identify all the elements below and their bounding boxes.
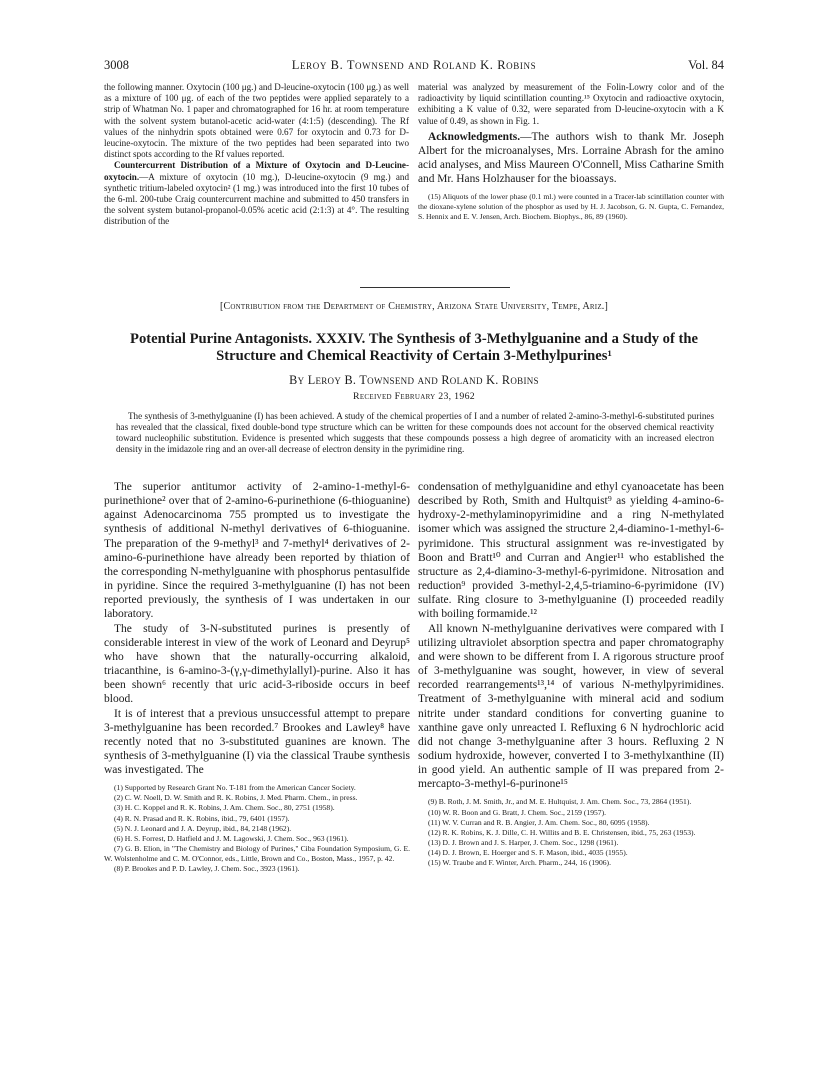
preceding-article-right-column [418,82,724,222]
footnote: (14) D. J. Brown, E. Hoerger and S. F. Mason, ibid., 4035 (1955). [428,847,628,857]
acknowledgments-paragraph [418,130,724,187]
body-paragraph: It is of interest that a previous unsuccessful attempt to prepare 3-methylguanine has been recorded.⁷ Brookes and Lawley⁸ have recently noted that no 3-substituted guanines are known. The synthesis of 3-methylguanine (I) via the classical Traube synthesis was investigated. The [104,707,410,777]
body-left-column [104,480,410,874]
footnote: (15) Aliquots of the lower phase (0.1 ml.) were counted in a Tracer-lab scintillation counter with the dioxane-xylene solution of the phosphor as used by H. J. Jacobson, G. N. Gupta, C. Fernandez, S. Hennix and E. V. Jensen, Arch. Biochem. Biophys., 86, 89 (1960). [418,191,724,221]
footnote: (5) N. J. Leonard and J. A. Deyrup, ibid., 84, 2148 (1962). [114,823,292,833]
footnote: (6) H. S. Forrest, D. Hatfield and J. M. Lagowski, J. Chem. Soc., 963 (1961). [114,833,349,843]
footnote: (11) W. V. Curran and R. B. Angier, J. Am. Chem. Soc., 80, 6095 (1958). [428,817,650,827]
preceding-paragraph: material was analyzed by measurement of the Folin-Lowry color and of the radioactivity by liquid scintillation counting.¹⁵ Oxytocin and radioactive oxytocin, exhibiting a K value of 0.32, were separated from D-leucine-oxytocin with a K value of 0.49, as shown in Fig. 1. [418,82,724,126]
body-paragraph: The superior antitumor activity of 2-amino-1-methyl-6-purinethione² over that of 2-amino-6-purinethione (6-thioguanine) against Adenocarcinoma 755 prompted us to investigate the synthesis of additional N-methyl derivatives of 6-thioguanine. The preparation of the 9-methyl³ and 7-methyl⁴ derivatives of 2-amino-6-purinethione have already been reported by thiation of the corresponding N-methylguanine with phosphorus pentasulfide in pyridine. Since the required 3-methylguanine (I) has not been reported previously, the synthesis of I was undertaken in our laboratory. [104,481,410,621]
footnotes-left [104,783,410,874]
article-authors: By Leroy B. Townsend and Roland K. Robins [289,373,539,387]
footnotes-right [418,797,724,868]
footnote: (1) Supported by Research Grant No. T-181 from the American Cancer Society. [114,783,356,793]
footnote: (2) C. W. Noell, D. W. Smith and R. K. Robins, J. Med. Pharm. Chem., in press. [114,793,358,803]
footnote: (15) W. Traube and F. Winter, Arch. Pharm., 244, 16 (1906). [428,858,611,867]
article-title: Potential Purine Antagonists. XXXIV. The Synthesis of 3-Methylguanine and a Study of the Structure and Chemical Reactivity of Certain 3-Methylpurines¹ [130,331,698,364]
contribution-line: [Contribution from the Department of Chemistry, Arizona State University, Tempe, Ariz.] [219,301,609,312]
footnote: (12) R. K. Robins, K. J. Dille, C. H. Willits and B. E. Christensen, ibid., 75, 263 (1953). [428,827,696,837]
volume-number: Vol. 84 [688,58,724,72]
running-title: Leroy B. Townsend and Roland K. Robins [291,58,537,72]
footnote: (9) B. Roth, J. M. Smith, Jr., and M. E. Hultquist, J. Am. Chem. Soc., 73, 2864 (1951). [428,797,692,807]
preceding-article-left-column [104,82,409,228]
footnote: (4) R. N. Prasad and R. K. Robins, ibid., 79, 6401 (1957). [114,813,290,823]
countercurrent-paragraph [104,160,409,227]
running-head [104,58,724,74]
footnote: (10) W. R. Boon and G. Bratt, J. Chem. Soc., 2159 (1957). [428,807,607,817]
section-heading: Acknowledgments. [428,130,521,143]
footnote: (13) D. J. Brown and J. S. Harper, J. Chem. Soc., 1298 (1961). [428,837,619,847]
abstract: The synthesis of 3-methylguanine (I) has been achieved. A study of the chemical properties of I and a number of related 2-amino-3-methyl-6-substituted purines has revealed that the classical, fixed double-bond type structure which can be written for these compounds does not account for the observed chemical reactivity toward nucleophilic substitution. Evidence is presented which suggests that these compounds possess a high degree of aromaticity with an increased electron density in the imidazole ring and an over-all decrease of electron density in the pyrimidine ring. [116,411,714,455]
body-paragraph: condensation of methylguanidine and ethyl cyanoacetate has been described by Roth, Smith and Hultquist⁹ as yielding 4-amino-6-hydroxy-2-methylaminopyrimidine and a ring N-methylated isomer which was assigned the structure 2,4-diamino-1-methyl-6-pyrimidone. This structural assignment was re-investigated by Boon and Bratt¹⁰ and Curran and Angier¹¹ who established the structure as 2,4-diamino-3-methyl-6-pyrimidone. Nitrosation and reduction⁹ provided 3-methyl-2,4,5-triamino-6-pyrimidone (IV) sulfate. Ring closure to 3-methylguanine (I) proceeded readily with boiling formamide.¹² [418,481,724,621]
received-date: Received February 23, 1962 [353,391,475,402]
footnote: (8) P. Brookes and P. D. Lawley, J. Chem. Soc., 3923 (1961). [114,864,300,874]
section-heading: Countercurrent Distribution of a Mixture of Oxytocin and D-Leucine-oxytocin. [104,160,409,182]
body-paragraph: The study of 3-N-substituted purines is presently of considerable interest in view of the work of Leonard and Deyrup⁵ who have shown that the naturally-occurring alkaloid, triacanthine, is 6-amino-3-(γ,γ-dimethylallyl)-purine. Also it has been shown⁶ recently that uric acid-3-riboside occurs in beef blood. [104,622,410,706]
footnote: (3) H. C. Koppel and R. K. Robins, J. Am. Chem. Soc., 80, 2751 (1958). [114,803,335,813]
body-right-column [418,480,724,868]
body-paragraph: All known N-methylguanine derivatives were compared with I utilizing ultraviolet absorption spectra and paper chromatography and were shown to be different from I. A rigorous structure proof of 3-methylguanine was sought, however, in view of several recorded rearrangements¹³,¹⁴ of various N-methylpyrimidines. Treatment of 3-methylguanine with mineral acid and sodium nitrite under standard conditions for converting guanine to xanthine gave only unreacted I. Refluxing 6 N hydrochloric acid did not change 3-methylguanine after 3 hours. Refluxing 2 N sodium hydroxide, however, converted I to 3-methylxanthine (II) in good yield. An authentic sample of II was prepared from 2-mercapto-3-methyl-6-purinone¹⁵ [418,622,724,791]
preceding-paragraph: the following manner. Oxytocin (100 μg.) and D-leucine-oxytocin (100 μg.) as well as a mixture of 100 μg. of each of the two peptides were applied separately to a strip of Whatman No. 1 paper and chromatographed for 16 hr. at room temperature with the solvent system butanol-acetic acid-water (4:1:5) (descending). The Rf values of the ninhydrin spots obtained were 0.67 for oxytocin and 0.73 for D-leucine-oxytocin. The mixture of the two peptides had been separated into two distinct spots according to the Rf values reported. [104,82,409,160]
footnote: (7) G. B. Elion, in "The Chemistry and Biology of Purines," Ciba Foundation Symposium, G. E. W. Wolstenholme and C. M. O'Connor, eds., Little, Brown and Co., Boston, Mass., 1957, p. 42. [104,843,410,863]
paragraph-text: —A mixture of oxytocin (10 mg.), D-leucine-oxytocin (9 mg.) and synthetic tritium-labeled oxytocin² (1 mg.) was introduced into the first 10 tubes of the 6-ml. 200-tube Craig countercurrent machine and submitted to 450 transfers in the solvent system butanol-propanol-0.05% acetic acid (2:1:3) at 4°. The resulting distribution of the [104,171,409,227]
paragraph-text: —The authors wish to thank Mr. Joseph Albert for the microanalyses, Mrs. Lorraine Abrash for the amino acid analyses, and Miss Maureen O'Connell, Miss Catharine Smith and Mr. Hans Holzhauser for the bioassays. [418,130,724,186]
article-separator-rule [360,287,510,288]
page-number: 3008 [104,58,129,72]
